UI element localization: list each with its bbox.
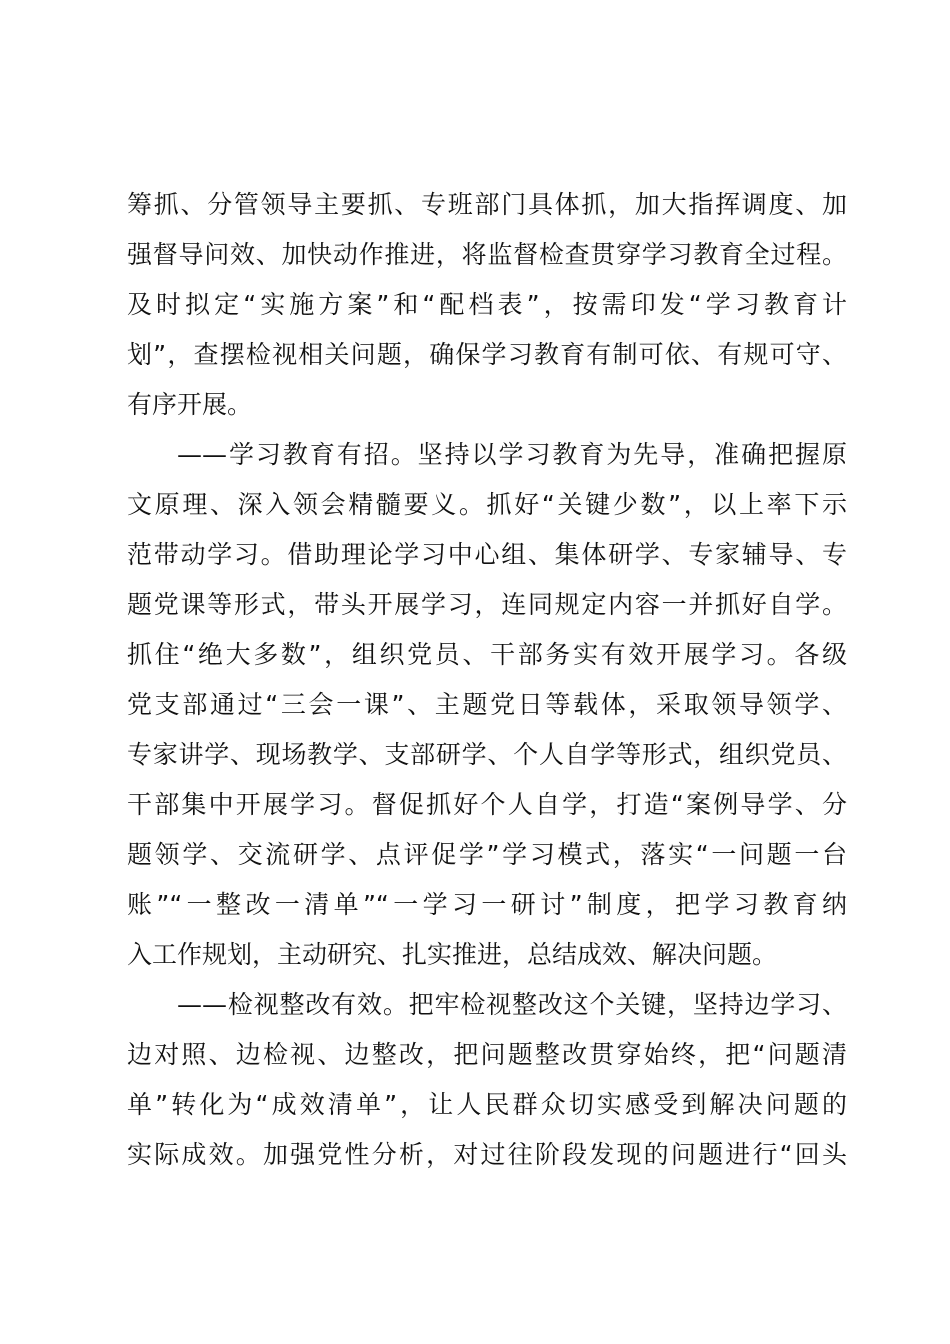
text-line: 题党课等形式，带头开展学习，连同规定内容一并抓好自学。 xyxy=(127,590,847,619)
text-line: 党支部通过“三会一课”、主题党日等载体，采取领导领学、 xyxy=(127,690,847,719)
text-line: 强督导问效、加快动作推进，将监督检查贯穿学习教育全过程。 xyxy=(127,240,847,269)
text-line: 文原理、深入领会精髓要义。抓好“关键少数”，以上率下示 xyxy=(127,490,847,519)
text-line: 筹抓、分管领导主要抓、专班部门具体抓，加大指挥调度、加 xyxy=(127,190,847,219)
text-line: 单”转化为“成效清单”，让人民群众切实感受到解决问题的 xyxy=(127,1090,847,1119)
body-text xyxy=(127,180,847,1180)
text-line: 干部集中开展学习。督促抓好个人自学，打造“案例导学、分 xyxy=(127,790,847,819)
paragraph-1 xyxy=(127,180,847,430)
text-line: 账”“一整改一清单”“一学习一研讨”制度，把学习教育纳 xyxy=(127,890,847,919)
text-line: 划”，查摆检视相关问题，确保学习教育有制可依、有规可守、 xyxy=(127,340,847,369)
text-line: 题领学、交流研学、点评促学”学习模式，落实“一问题一台 xyxy=(127,840,847,869)
text-line: ——检视整改有效。把牢检视整改这个关键，坚持边学习、 xyxy=(177,990,847,1019)
text-line: 实际成效。加强党性分析，对过往阶段发现的问题进行“回头 xyxy=(127,1140,847,1169)
text-line: 及时拟定“实施方案”和“配档表”，按需印发“学习教育计 xyxy=(127,290,847,319)
text-line: 边对照、边检视、边整改，把问题整改贯穿始终，把“问题清 xyxy=(127,1040,847,1069)
paragraph-3 xyxy=(127,980,847,1180)
paragraph-2 xyxy=(127,430,847,980)
text-line: ——学习教育有招。坚持以学习教育为先导，准确把握原 xyxy=(177,440,847,469)
text-line: 专家讲学、现场教学、支部研学、个人自学等形式，组织党员、 xyxy=(127,740,847,769)
text-line: 范带动学习。借助理论学习中心组、集体研学、专家辅导、专 xyxy=(127,540,847,569)
text-line: 抓住“绝大多数”，组织党员、干部务实有效开展学习。各级 xyxy=(127,640,847,669)
text-line: 入工作规划，主动研究、扎实推进，总结成效、解决问题。 xyxy=(127,940,778,969)
text-line: 有序开展。 xyxy=(127,390,253,419)
